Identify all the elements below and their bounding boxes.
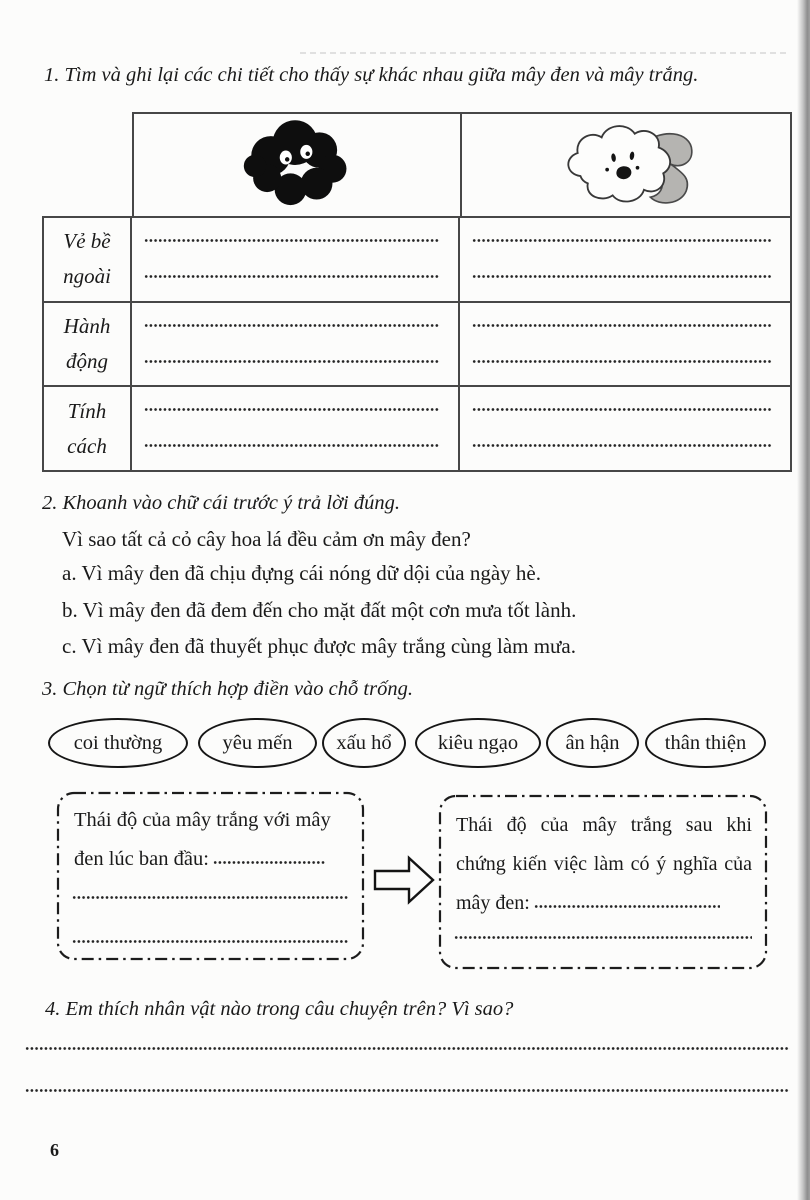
answer-line — [472, 238, 772, 243]
scan-edge-shadow — [797, 0, 810, 1200]
answer-cell — [460, 218, 790, 301]
word-oval-an-han: ân hận — [546, 718, 639, 768]
q2-option-b: b. Vì mây đen đã đem đến cho mặt đất một cơn mưa tốt lành. — [62, 598, 577, 622]
answer-line — [454, 935, 752, 940]
box-left-text: Thái độ của mây trắng với mây đen lúc ban đầu: — [74, 809, 331, 870]
q1-title: 1. Tìm và ghi lại các chi tiết cho thấy sự khác nhau giữa mây đen và mây trắng. — [44, 64, 699, 86]
answer-line — [472, 443, 772, 448]
answer-line — [472, 359, 772, 364]
q2-option-a: a. Vì mây đen đã chịu đựng cái nóng dữ dội của ngày hè. — [62, 561, 542, 585]
answer-line — [72, 895, 349, 900]
word-oval-coi-thuong: coi thường — [48, 718, 188, 768]
scan-ghost-line — [300, 52, 788, 54]
word-oval-kieu-ngao: kiêu ngạo — [415, 718, 541, 768]
word-oval-xau-ho: xấu hổ — [322, 718, 406, 768]
table-row-appearance — [44, 218, 790, 301]
white-cloud-cell — [462, 114, 790, 216]
black-cloud-cell — [134, 114, 462, 216]
answer-fill — [534, 904, 720, 909]
answer-cell — [132, 387, 460, 470]
answer-line — [25, 1046, 790, 1051]
q2-question: Vì sao tất cả cỏ cây hoa lá đều cảm ơn mây đen? — [62, 527, 471, 551]
answer-line — [472, 274, 772, 279]
table-row-action — [44, 301, 790, 386]
answer-line — [72, 939, 349, 944]
row-label-personality: Tính cách — [44, 387, 132, 470]
answer-box-initial-attitude — [56, 791, 365, 961]
answer-line — [25, 1088, 790, 1093]
word-oval-than-thien: thân thiện — [645, 718, 766, 768]
answer-line — [472, 323, 772, 328]
answer-line — [144, 238, 440, 243]
page-number: 6 — [50, 1140, 59, 1160]
table-row-personality — [44, 385, 790, 470]
answer-cell — [460, 387, 790, 470]
answer-line — [144, 323, 440, 328]
answer-box-later-attitude — [438, 794, 768, 970]
q2-title: 2. Khoanh vào chữ cái trước ý trả lời đúng. — [42, 492, 400, 514]
black-cloud-image — [241, 118, 353, 212]
q1-table-header — [132, 112, 792, 218]
q2-option-c: c. Vì mây đen đã thuyết phục được mây trắng cùng làm mưa. — [62, 634, 577, 658]
row-label-appearance: Vẻ bề ngoài — [44, 218, 132, 301]
box-right-text: Thái độ của mây trắng sau khi chứng kiến việc làm có ý nghĩa của mây đen: — [456, 814, 752, 914]
answer-line — [144, 274, 440, 279]
q3-title: 3. Chọn từ ngữ thích hợp điền vào chỗ trống. — [42, 678, 413, 700]
answer-cell — [132, 303, 460, 386]
answer-line — [144, 407, 440, 412]
q1-table-body — [42, 216, 792, 472]
answer-fill — [213, 860, 325, 865]
answer-line — [144, 443, 440, 448]
white-cloud-image — [550, 119, 702, 211]
arrow-right-icon — [372, 854, 436, 906]
word-oval-yeu-men: yêu mến — [198, 718, 317, 768]
q4-title: 4. Em thích nhân vật nào trong câu chuyện trên? Vì sao? — [45, 998, 514, 1020]
answer-line — [144, 359, 440, 364]
answer-line — [472, 407, 772, 412]
row-label-action: Hành động — [44, 303, 132, 386]
answer-cell — [460, 303, 790, 386]
answer-cell — [132, 218, 460, 301]
